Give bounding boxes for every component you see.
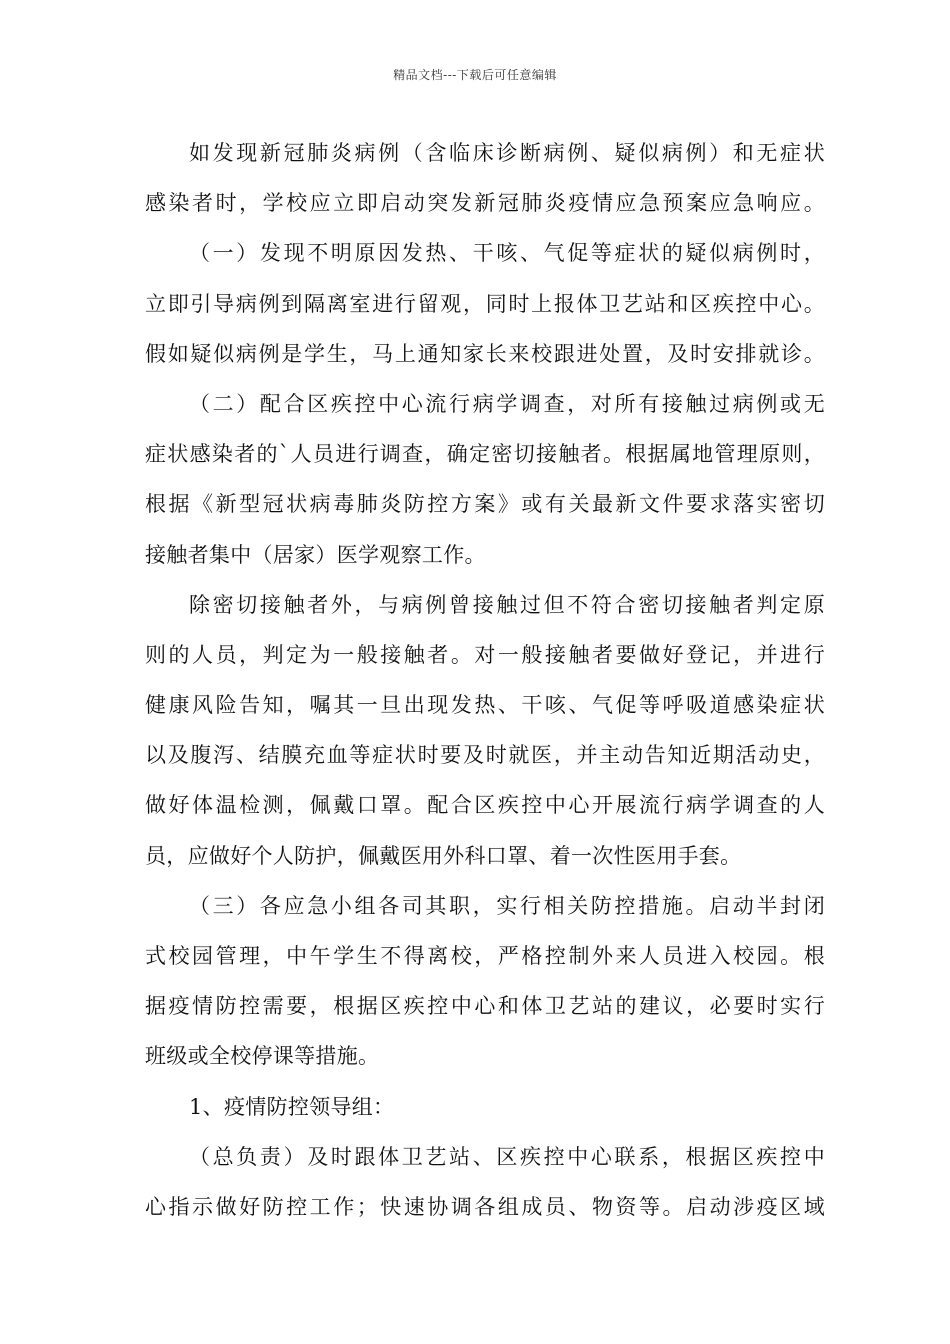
running-header: 精品文档---下载后可任意编辑 — [393, 68, 557, 82]
text-line: 式校园管理，中午学生不得离校，严格控制外来人员进入校园。根 — [145, 944, 825, 968]
text-line: 员，应做好个人防护，佩戴医用外科口罩、着一次性医用手套。 — [145, 843, 742, 868]
text-line: （三）各应急小组各司其职，实行相关防控措施。启动半封闭 — [189, 893, 825, 918]
text-line: 感染者时，学校应立即启动突发新冠肺炎疫情应急预案应急响应。 — [145, 191, 825, 216]
text-line: 则的人员，判定为一般接触者。对一般接触者要做好登记，并进行 — [145, 642, 825, 667]
text-line: 以及腹泻、结膜充血等症状时要及时就医，并主动告知近期活动史， — [145, 743, 825, 768]
text-line: 假如疑似病例是学生，马上通知家长来校跟进处置，及时安排就诊。 — [145, 341, 825, 366]
text-line: 据疫情防控需要，根据区疾控中心和体卫艺站的建议，必要时实行 — [145, 994, 825, 1019]
text-line: （总负责）及时跟体卫艺站、区疾控中心联系，根据区疾控中 — [189, 1144, 825, 1169]
text-line: 1、疫情防控领导组： — [189, 1094, 395, 1119]
text-line: 健康风险告知，嘱其一旦出现发热、干咳、气促等呼吸道感染症状 — [145, 693, 825, 718]
text-line: 做好体温检测，佩戴口罩。配合区疾控中心开展流行病学调查的人 — [145, 793, 825, 818]
text-line: 班级或全校停课等措施。 — [145, 1044, 380, 1069]
text-line: 症状感染者的`人员进行调查，确定密切接触者。根据属地管理原则， — [145, 442, 825, 467]
text-line: （一）发现不明原因发热、干咳、气促等症状的疑似病例时， — [189, 241, 825, 266]
text-line: 立即引导病例到隔离室进行留观，同时上报体卫艺站和区疾控中心。 — [145, 291, 825, 316]
text-line: 除密切接触者外，与病例曾接触过但不符合密切接触者判定原 — [189, 592, 825, 617]
text-line: 如发现新冠肺炎病例（含临床诊断病例、疑似病例）和无症状 — [189, 141, 825, 165]
text-line: 根据《新型冠状病毒肺炎防控方案》或有关最新文件要求落实密切 — [145, 492, 825, 517]
text-line: （二）配合区疾控中心流行病学调查，对所有接触过病例或无 — [189, 391, 825, 416]
text-line: 心指示做好防控工作；快速协调各组成员、物资等。启动涉疫区域 — [145, 1194, 825, 1219]
text-line: 接触者集中（居家）医学观察工作。 — [145, 542, 486, 567]
document-body — [145, 128, 825, 1232]
